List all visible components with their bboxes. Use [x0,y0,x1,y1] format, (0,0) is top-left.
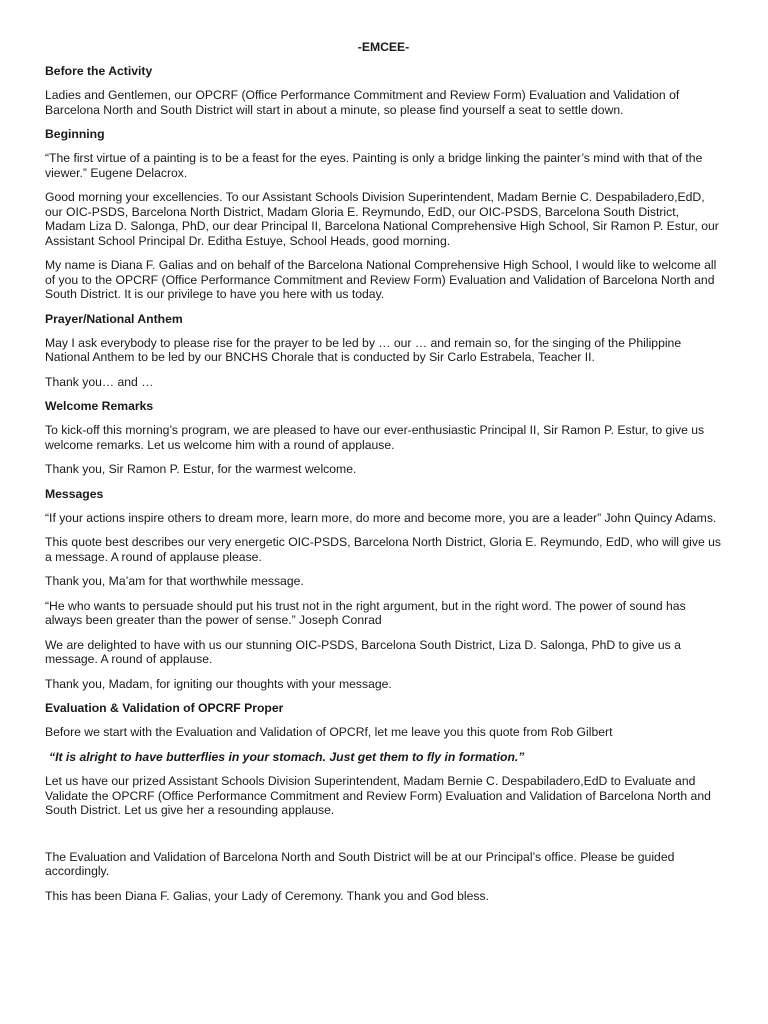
heading-welcome-remarks: Welcome Remarks [45,399,154,413]
paragraph: To kick-off this morning’s program, we are pleased to have our ever-enthusiastic Principal II, Sir Ramon P. Estur, to give us welcome remarks. Let us welcome him with a round of applause. [45,423,705,452]
paragraph: Thank you… and … [45,374,154,389]
paragraph: Good morning your excellencies. To our Assistant Schools Division Superintendent, Madam Bernie C. Despabiladero,EdD, our OIC-PSDS, Barcelona North District, Madam Gloria E. Reymundo, EdD, our OIC-PSDS, Barcelona South District, Madam Liza D. Salonga, PhD, our dear Principal II, Barcelona National Comprehensive High School, Sir Ramon P. Estur, our Assistant School Principal Dr. Editha Estuye, School Heads, good morning. [45,190,719,248]
paragraph: Thank you, Ma’am for that worthwhile message. [45,574,304,588]
paragraph: Thank you, Sir Ramon P. Estur, for the warmest welcome. [45,462,357,476]
paragraph: The Evaluation and Validation of Barcelona North and South District will be at our Principal’s office. Please be guided accordingly. [45,849,675,878]
paragraph: “The first virtue of a painting is to be a feast for the eyes. Painting is only a bridge linking the painter’s mind with that of the viewer.” Eugene Delacrox. [45,151,703,180]
paragraph: Let us have our prized Assistant Schools Division Superintendent, Madam Bernie C. Despabiladero,EdD to Evaluate and Validate the OPCRF (Office Performance Commitment and Review Form) Evaluation and Validation of Barcelona North and South District. Let us give her a resounding applause. [45,774,711,817]
paragraph: We are delighted to have with us our stunning OIC-PSDS, Barcelona South District, Liza D. Salonga, PhD to give us a message. A round of applause. [45,637,681,666]
paragraph: Before we start with the Evaluation and Validation of OPCRf, let me leave you this quote from Rob Gilbert [45,725,613,739]
paragraph: “If your actions inspire others to dream more, learn more, do more and become more, you are a leader” John Quincy Adams. [45,510,717,525]
heading-prayer-anthem: Prayer/National Anthem [45,311,183,326]
paragraph: Thank you, Madam, for igniting our thoughts with your message. [45,676,392,691]
paragraph: Ladies and Gentlemen, our OPCRF (Office Performance Commitment and Review Form) Evaluation and Validation of Barcelona North and South District will start in about a minute, so please find yourself a seat to settle down. [45,88,680,117]
heading-before-activity: Before the Activity [45,64,153,78]
paragraph: “He who wants to persuade should put his trust not in the right argument, but in the right word. The power of sound has always been greater than the power of sense.” Joseph Conrad [45,598,686,627]
paragraph: My name is Diana F. Galias and on behalf of the Barcelona National Comprehensive High School, I would like to welcome all of you to the OPCRF (Office Performance Commitment and Review Form) Evaluation and Validation of Barcelona North and South District. It is our privilege to have you here with us today. [45,258,717,301]
spacer [45,828,722,850]
featured-quote: “It is alright to have butterflies in your stomach. Just get them to fly in formation.” [49,749,525,764]
paragraph: May I ask everybody to please rise for the prayer to be led by … our … and remain so, for the singing of the Philippine National Anthem to be led by our BNCHS Chorale that is conducted by Sir Carlo Estrabela, Teacher II. [45,335,682,364]
document-title: -EMCEE- [357,40,410,54]
heading-beginning: Beginning [45,127,105,141]
heading-evaluation-validation: Evaluation & Validation of OPCRF Proper [45,701,284,715]
paragraph: This quote best describes our very energetic OIC-PSDS, Barcelona North District, Gloria E. Reymundo, EdD, who will give us a message. A round of applause please. [45,535,722,564]
closing-paragraph: This has been Diana F. Galias, your Lady of Ceremony. Thank you and God bless. [45,888,489,903]
heading-messages: Messages [45,486,104,501]
